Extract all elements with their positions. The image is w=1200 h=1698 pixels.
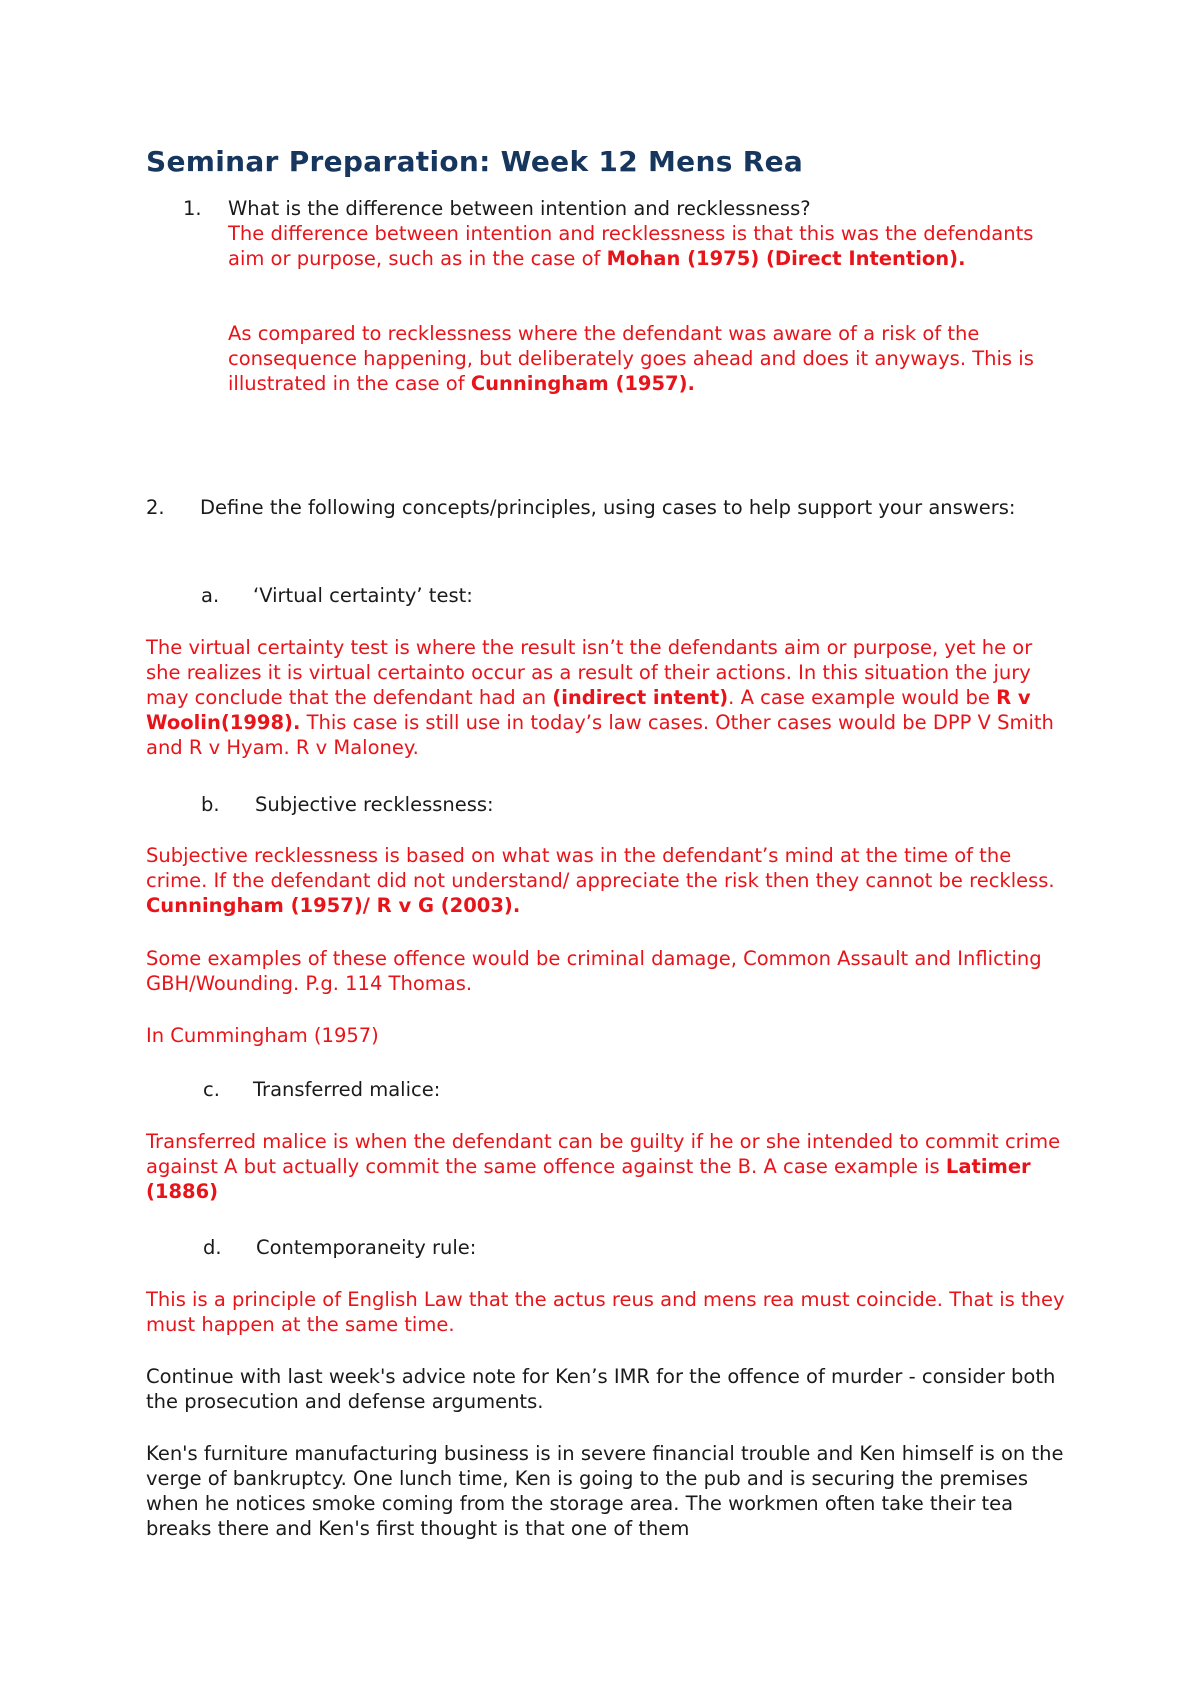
q2b-case-note: In Cummingham (1957)	[146, 1024, 379, 1047]
q2c-answer-bold: Latimer (1886)	[146, 1155, 1031, 1203]
q1-answer-paragraph-1	[228, 221, 1068, 271]
scenario-paragraph: Ken's furniture manufacturing business is in severe financial trouble and Ken himself is on the verge of bankruptcy. One lunch time, Ken is going to the pub and is securing the premises when he notices smoke coming from the storage area. The workmen often take their tea breaks there and Ken's first thought is that one of them	[146, 1442, 1064, 1540]
q2b-examples: Some examples of these offence would be criminal damage, Common Assault and Inflicting GBH/Wounding. P.g. 114 Thomas.	[146, 947, 1042, 995]
q2d-letter: d.	[203, 1236, 222, 1259]
q1-answer-1-case: Mohan (1975) (Direct Intention).	[606, 247, 966, 270]
q2d-label: Contemporaneity rule:	[256, 1236, 477, 1259]
q2c-answer	[146, 1129, 1066, 1204]
q2a-answer-text-2: . A case example would be	[728, 686, 997, 709]
q2a-answer	[146, 635, 1066, 760]
q2a-answer-text-3: This case is still use in today’s law cases. Other cases would be DPP V Smith and R v Hyam. R v Maloney.	[146, 711, 1054, 759]
q2a-answer-text-1: The virtual certainty test is where the result isn’t the defendants aim or purpose, yet he or she realizes it is virtual certainto occur as a result of their actions. In this situation the jury may conclude that the defendant had an	[146, 636, 1033, 709]
page-title: Seminar Preparation: Week 12 Mens Rea	[146, 145, 804, 178]
q1-answer-2-case: Cunningham (1957).	[470, 372, 695, 395]
q2a-answer-bold-2: R v Woolin(1998).	[146, 686, 1031, 734]
q1-question: What is the difference between intention and recklessness?	[228, 197, 811, 220]
q2a-label: ‘Virtual certainty’ test:	[253, 584, 473, 607]
q2a-answer-bold-1: (indirect intent)	[552, 686, 729, 709]
continue-instruction: Continue with last week's advice note for Ken’s IMR for the offence of murder - consider both the prosecution and defense arguments.	[146, 1365, 1056, 1413]
q2c-letter: c.	[203, 1078, 220, 1101]
q2a-letter: a.	[201, 584, 220, 607]
q2b-letter: b.	[201, 793, 220, 816]
q1-answer-paragraph-2	[228, 321, 1068, 396]
q2b-label: Subjective recklessness:	[255, 793, 494, 816]
q1-answer-2-text: As compared to recklessness where the defendant was aware of a risk of the consequence happening, but deliberately goes ahead and does it anyways. This is illustrated in the case of	[228, 322, 1034, 395]
q2b-answer-text: Subjective recklessness is based on what was in the defendant’s mind at the time of the crime. If the defendant did not understand/ appreciate the risk then they cannot be reckless.	[146, 844, 1055, 892]
q1-number: 1.	[183, 197, 202, 220]
q2-question: Define the following concepts/principles, using cases to help support your answers:	[200, 496, 1016, 519]
q2b-answer-bold: Cunningham (1957)/ R v G (2003).	[146, 894, 521, 917]
q2b-answer	[146, 843, 1066, 918]
q1-answer-1-text: The difference between intention and recklessness is that this was the defendants aim or purpose, such as in the case of	[228, 222, 1034, 270]
q2-number: 2.	[146, 496, 165, 519]
q2c-label: Transferred malice:	[253, 1078, 441, 1101]
q2c-answer-text: Transferred malice is when the defendant can be guilty if he or she intended to commit crime against A but actually commit the same offence against the B. A case example is	[146, 1130, 1061, 1178]
q2d-answer: This is a principle of English Law that the actus reus and mens rea must coincide. That is they must happen at the same time.	[146, 1288, 1065, 1336]
